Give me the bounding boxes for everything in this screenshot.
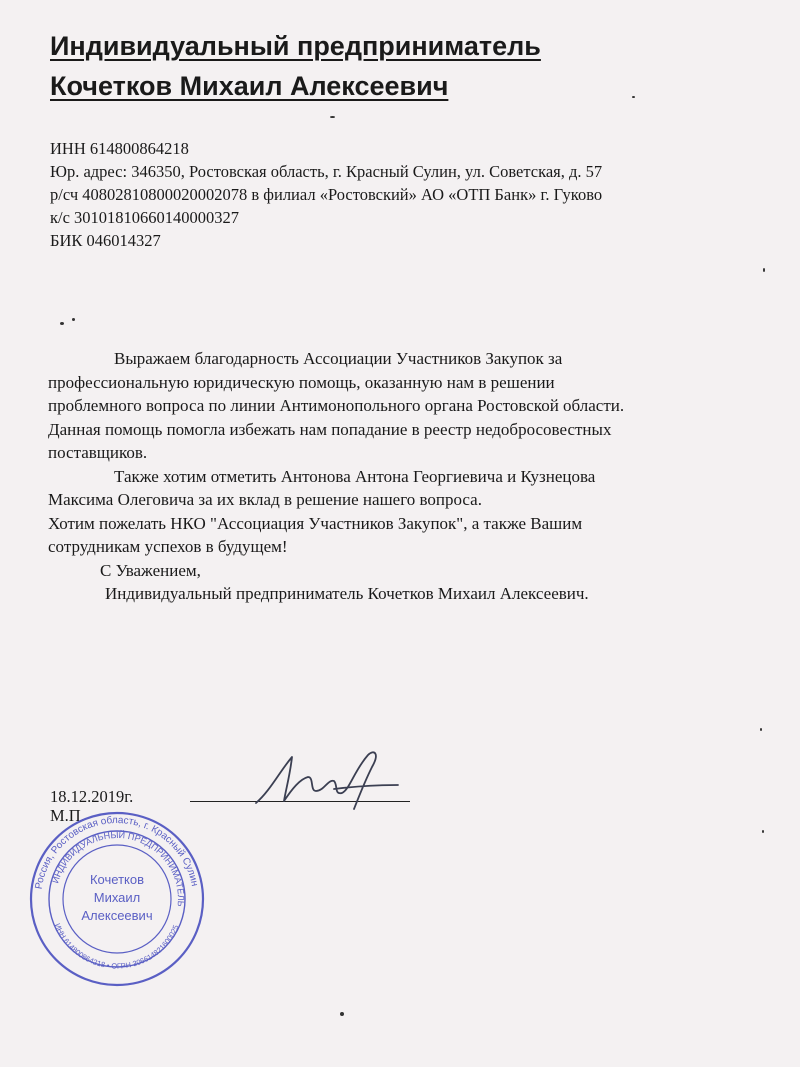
stamp-place-label: М.П.: [50, 806, 85, 825]
correspondent-account: к/с 30101810660140000327: [50, 208, 240, 227]
seal-outer-text: Россия, Ростовская область, г. Красный Сулин: [33, 814, 200, 890]
seal-center-line-1: Кочетков: [89, 872, 145, 887]
seal-inner-text: ИНДИВИДУАЛЬНЫЙ ПРЕДПРИНИМАТЕЛЬ: [50, 829, 187, 907]
scan-speck: [330, 116, 335, 118]
letterhead-line-2: Кочетков Михаил Алексеевич: [50, 71, 449, 101]
letter-line: Данная помощь помогла избежать нам попадание в реестр недобросовестных: [48, 419, 612, 439]
letterhead-line-1: Индивидуальный предприниматель: [50, 31, 541, 61]
letter-line: Выражаем благодарность Ассоциации Участников Закупок за: [114, 349, 563, 368]
handwritten-signature: [250, 745, 410, 815]
scan-speck: [72, 318, 75, 321]
legal-address: Юр. адрес: 346350, Ростовская область, г. Красный Сулин, ул. Советская, д. 57: [50, 162, 603, 181]
company-requisites: [50, 137, 602, 252]
letter-body: [48, 347, 763, 606]
company-seal: [28, 810, 206, 988]
seal-bottom-text: ИНН 614800864218 • ОГРН 306614821600025: [52, 922, 181, 971]
scan-speck: [632, 96, 635, 98]
inn: ИНН 614800864218: [50, 139, 189, 158]
letter-line: Хотим пожелать НКО "Ассоциация Участников Закупок", а также Вашим: [48, 513, 583, 533]
letter-line: Максима Олеговича за их вклад в решение нашего вопроса.: [48, 490, 482, 509]
seal-center-line-3: Алексеевич: [81, 908, 153, 923]
letter-line: проблемного вопроса по линии Антимонопольного органа Ростовской области.: [48, 396, 625, 415]
letter-line: сотрудникам успехов в будущем!: [48, 537, 288, 556]
scan-speck: [60, 322, 64, 325]
bik: БИК 046014327: [50, 231, 161, 250]
scan-speck: [760, 728, 762, 731]
seal-center-line-2: Михаил: [93, 890, 141, 905]
bank-account: р/сч 40802810800020002078 в филиал «Ростовский» АО «ОТП Банк» г. Гуково: [50, 185, 603, 204]
scan-speck: [763, 268, 765, 272]
letter-date: 18.12.2019г.: [50, 787, 134, 806]
letter-line: Также хотим отметить Антонова Антона Георгиевича и Кузнецова: [114, 466, 596, 486]
letter-line: профессиональную юридическую помощь, оказанную нам в решении: [48, 372, 555, 392]
letterhead-title: [50, 26, 541, 106]
letter-line: поставщиков.: [48, 443, 148, 462]
letter-signoff: Индивидуальный предприниматель Кочетков Михаил Алексеевич.: [105, 584, 589, 603]
scan-speck: [762, 830, 764, 833]
letter-closing: С Уважением,: [100, 560, 201, 580]
scan-speck: [340, 1012, 344, 1016]
